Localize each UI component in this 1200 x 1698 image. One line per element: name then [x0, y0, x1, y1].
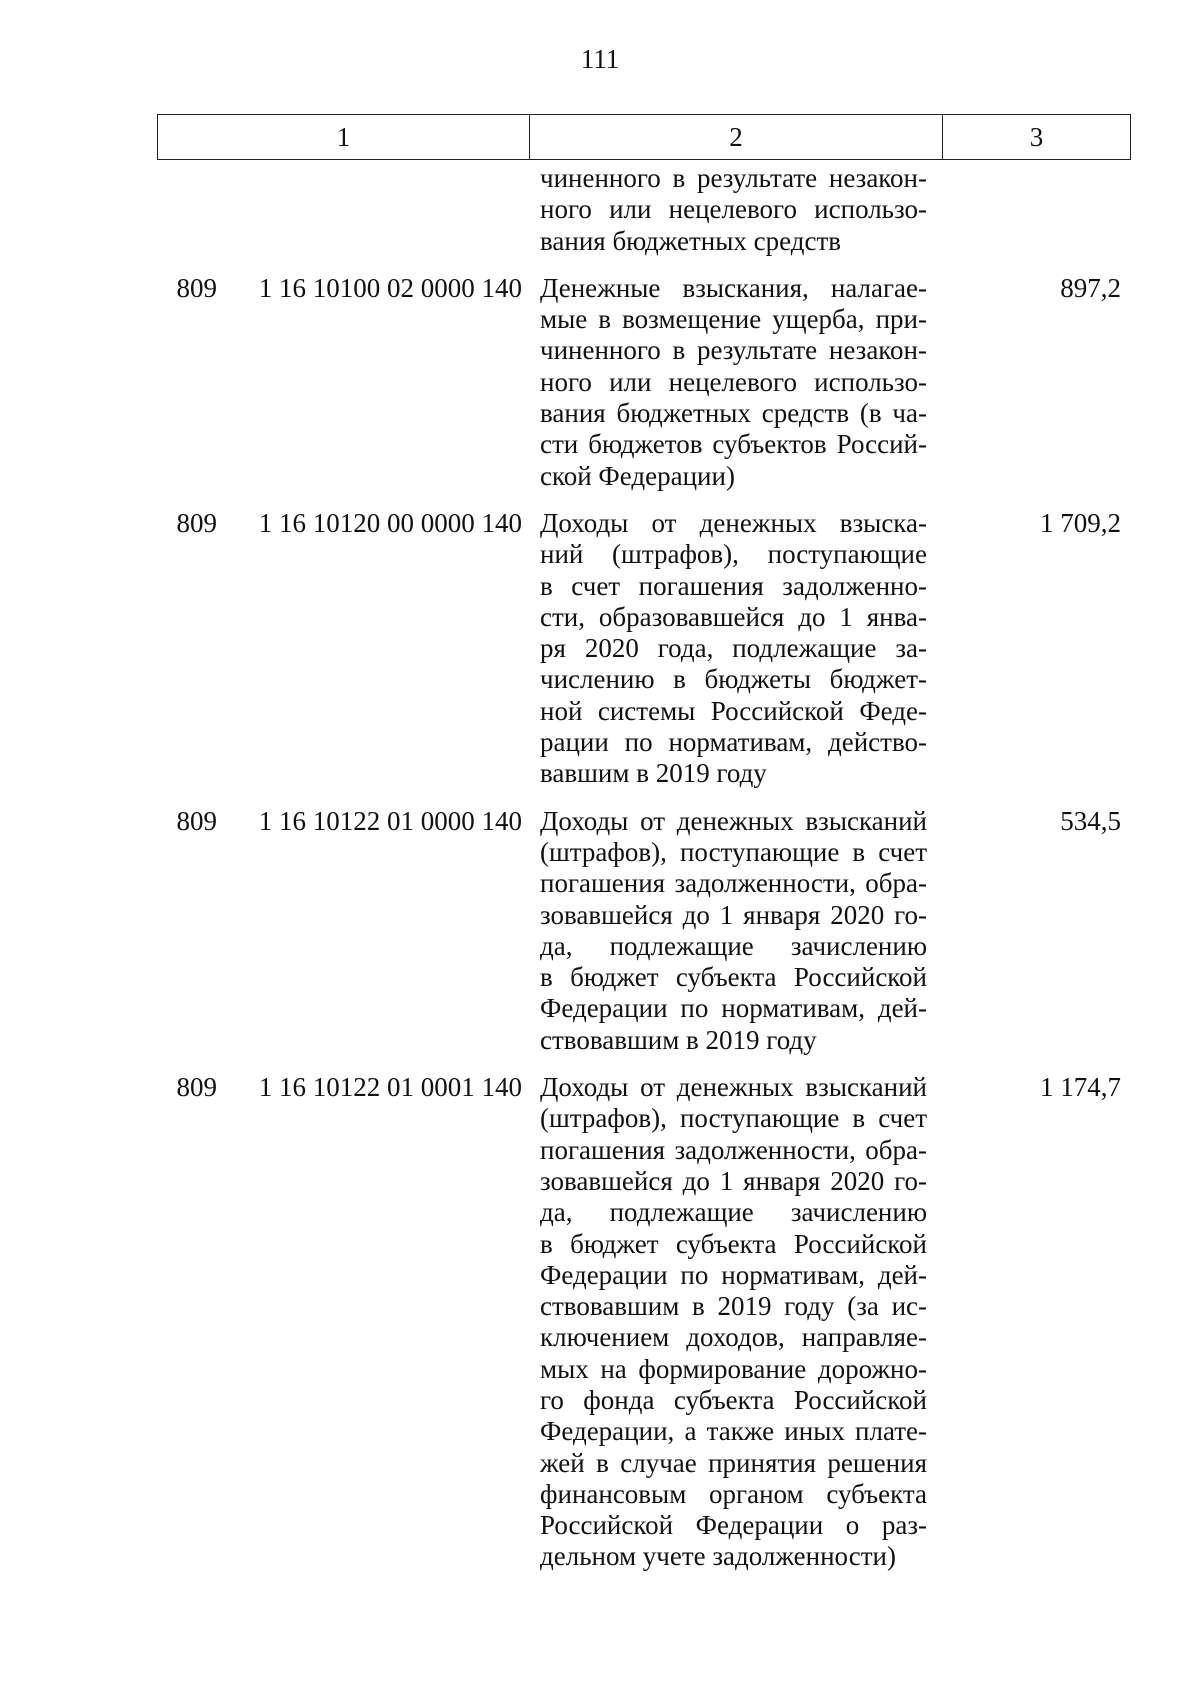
description-line: ний (штрафов), поступающие [540, 539, 927, 570]
description-line: Доходы от денежных взыска- [540, 507, 927, 538]
income-code: 1 16 10122 01 0001 140 [258, 1072, 522, 1103]
amount: 897,2 [1060, 272, 1121, 303]
description-line: (штрафов), поступающие в счет [540, 1103, 927, 1134]
description-line: ствовавшим в 2019 году [540, 1024, 817, 1055]
amount: 1 174,7 [1040, 1072, 1121, 1103]
description-line: Российской Федерации о раз- [540, 1510, 927, 1541]
description-line: го фонда субъекта Российской [540, 1384, 927, 1415]
description-line: погашения задолженности, обра- [540, 1134, 927, 1165]
description-line: ного или нецелевого использо- [540, 194, 927, 225]
description-line: Федерации по нормативам, дей- [540, 1259, 927, 1290]
income-code: 1 16 10122 01 0000 140 [258, 805, 522, 836]
description-line: ской Федерации) [540, 460, 735, 491]
table-row [157, 273, 1131, 492]
header-col-2: 2 [530, 115, 943, 159]
amount: 534,5 [1060, 805, 1121, 836]
description-line: сти, образовавшейся до 1 янва- [540, 601, 927, 632]
description-line: вания бюджетных средств [540, 225, 842, 256]
income-code: 1 16 10100 02 0000 140 [258, 272, 522, 303]
admin-code [157, 163, 217, 257]
description-line: ря 2020 года, подлежащие за- [540, 633, 927, 664]
amount: 1 709,2 [1040, 507, 1121, 538]
page-number: 111 [580, 44, 620, 74]
description-line: Доходы от денежных взысканий [540, 1072, 927, 1103]
header-col-3: 3 [1029, 121, 1044, 152]
income-code: 1 16 10120 00 0000 140 [258, 507, 522, 538]
description-line: в бюджет субъекта Российской [540, 962, 927, 993]
description-line: ключением доходов, направляе- [540, 1322, 927, 1353]
description-line: в счет погашения задолженно- [540, 570, 927, 601]
table-row [157, 806, 1131, 1056]
description-line: да, подлежащие зачислению [540, 1197, 927, 1228]
description-line: сти бюджетов субъектов Россий- [540, 429, 927, 460]
description-line: да, подлежащие зачислению [540, 930, 927, 961]
table-body [157, 163, 1131, 1573]
income-description [529, 163, 927, 257]
description-line: рации по нормативам, действо- [540, 727, 927, 758]
admin-code: 809 [176, 805, 217, 836]
table-header [157, 114, 1131, 160]
admin-code: 809 [176, 507, 217, 538]
description-line: Денежные взыскания, налагае- [540, 272, 927, 303]
table-row [157, 508, 1131, 790]
description-line: числению в бюджеты бюджет- [540, 664, 927, 695]
income-code [217, 163, 529, 257]
header-col-1: 1 [158, 115, 530, 159]
income-description [529, 806, 927, 1056]
description-line: погашения задолженности, обра- [540, 868, 927, 899]
description-line: ного или нецелевого использо- [540, 366, 927, 397]
income-description [529, 273, 927, 492]
description-line: финансовым органом субъекта [540, 1478, 927, 1509]
description-line: в бюджет субъекта Российской [540, 1228, 927, 1259]
description-line: Федерации по нормативам, дей- [540, 993, 927, 1024]
description-line: чиненного в результате незакон- [540, 335, 927, 366]
description-line: вания бюджетных средств (в ча- [540, 398, 927, 429]
description-line: вавшим в 2019 году [540, 758, 767, 789]
description-line: мых на формирование дорожно- [540, 1353, 927, 1384]
admin-code: 809 [176, 1072, 217, 1103]
description-line: Федерации, а также иных плате- [540, 1416, 927, 1447]
description-line: жей в случае принятия решения [540, 1447, 927, 1478]
description-line: зовавшейся до 1 января 2020 го- [540, 899, 927, 930]
amount [927, 163, 1131, 257]
description-line: ной системы Российской Феде- [540, 695, 927, 726]
description-line: чиненного в результате незакон- [540, 163, 927, 193]
description-line: зовавшейся до 1 января 2020 го- [540, 1165, 927, 1196]
description-line: Доходы от денежных взысканий [540, 805, 927, 836]
description-line: (штрафов), поступающие в счет [540, 836, 927, 867]
admin-code: 809 [176, 272, 217, 303]
description-line: дельном учете задолженности) [540, 1541, 896, 1572]
income-description [529, 1072, 927, 1573]
table-row [157, 163, 1131, 257]
income-description [529, 508, 927, 790]
table-row [157, 1072, 1131, 1573]
description-line: мые в возмещение ущерба, при- [540, 304, 927, 335]
description-line: ствовавшим в 2019 году (за ис- [540, 1291, 927, 1322]
